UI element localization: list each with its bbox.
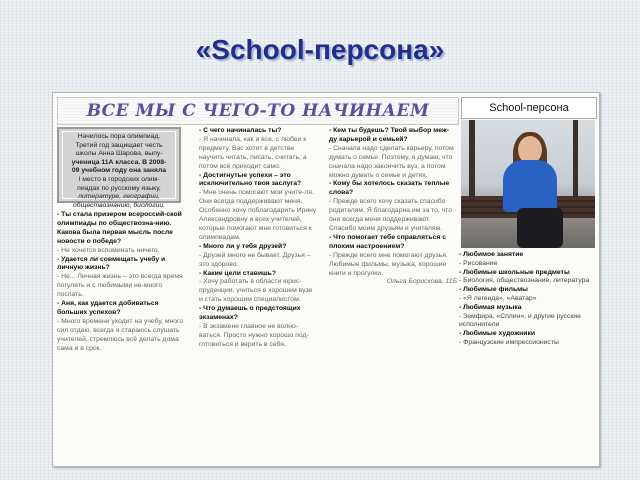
sidebar-list <box>459 251 597 348</box>
tree-trunk <box>469 120 475 200</box>
column-paragraph: - Много ли у тебя друзей? <box>199 242 287 250</box>
tree-trunk <box>573 120 578 198</box>
sidebar-item: - Любимое занятие <box>459 251 524 258</box>
column-paragraph: - Удается ли совмещать учебу и личную жизнь? <box>57 255 166 272</box>
column-paragraph: - Кому бы хотелось сказать теплые слова? <box>329 180 450 197</box>
column-paragraph: - Прежде всего хочу сказать спасибо родителям. Я благодарна им за то, что они всегда меня поддерживают. Спасибо моим друзьям и учителям. <box>329 198 452 232</box>
column-paragraph: - Не... Личная жизнь – это всегда время погулять и с любимыми не-много поспать. <box>57 273 183 299</box>
intro-callout <box>57 127 181 209</box>
callout-subjects: обществознанию, биологии. <box>73 201 165 209</box>
column-paragraph: - В экзамене главное не волно-ваться. Просто нужно хорошо под-готовиться и верить в себя. <box>199 322 309 348</box>
column-paragraph: - Хочу работать в области юрис-пруденции, учиться в хорошем вузе и стать хорошим специалистом. <box>199 278 313 304</box>
sidebar-item: - Любимые школьные предметы <box>459 268 570 276</box>
callout-line: Третий год защищает честь <box>75 141 163 149</box>
column-paragraph: - Я начинала, как и все, с любви к предмету. Вас хотят в детстве научить читать, писать, считать, а потом всё приходит само. <box>199 135 307 170</box>
sidebar-item: - Рисование <box>459 259 498 267</box>
callout-line: ученица 11А класса. В 2008- <box>71 158 167 166</box>
column-paragraph: - Сначала надо сделать карьеру, потом думать о семье. Поэтому, я думаю, что сначала надо закончить вуз, а потом можно думать о семье и детях. <box>329 144 454 179</box>
slide-title: «School-персона» <box>195 34 445 65</box>
column-paragraph: - Мне очень помогают мои учите-ля. Они всегда поддерживают меня. Особенно хочу поблагодарить Ирину Александровну и всех учителей, которые помогают мне готовиться к олимпиадам. <box>199 189 317 241</box>
column-paragraph: - С чего начиналась ты? <box>199 127 282 134</box>
article-column-2 <box>199 127 317 350</box>
headline-text: ВСЕ МЫ С ЧЕГО-ТО НАЧИНАЕМ <box>86 101 430 121</box>
column-paragraph: - Ты стала призером всероссий-ской олимпиады по обществозна-нию. Какова была первая мысль после новости о победе? <box>57 211 182 245</box>
headline-banner <box>57 97 459 125</box>
callout-line: Начилось пора олимпиад. <box>77 133 161 140</box>
legs <box>517 208 563 248</box>
column-paragraph: - Прежде всего мне помогают друзья. Любимые фильмы, музыка, хорошие книги и прогулки. <box>329 251 448 277</box>
column-paragraph: - Что помогает тебе справляться с плохим настроением? <box>329 233 446 250</box>
column-paragraph: - Друзей много не бывает. Друзья – это здорово. <box>199 251 311 268</box>
callout-line: пиадах по русскому языку, <box>77 184 161 192</box>
callout-line: 09 учебном году она заняла <box>71 167 167 175</box>
column-paragraph: - Кем ты будешь? Твой выбор меж-ду карьерой и семьей? <box>329 127 450 143</box>
jacket <box>503 160 557 212</box>
callout-line: школы Анна Шарова, выпу- <box>75 150 163 158</box>
column-paragraph: - Достигнутые успехи – это исключительно твоя заслуга? <box>199 171 302 188</box>
article-column-1 <box>57 211 189 354</box>
callout-subjects: литературе, географии, <box>78 193 160 201</box>
student-photo-icon <box>461 120 595 248</box>
sidebar-item: - Любимая музыка <box>459 303 522 311</box>
newspaper-page <box>52 92 600 467</box>
sidebar-item: - Любимые фильмы <box>459 286 528 294</box>
column-paragraph: - Не хочется вспоминать ничего. <box>57 246 160 254</box>
column-paragraph: - Какие цели ставишь? <box>199 269 276 277</box>
sidebar-item: - Земфира, «Сплин», и другие русские исполнители <box>459 312 581 329</box>
callout-line: I место в городских олим- <box>78 175 160 183</box>
article-signature: Ольга Борискова, 11Б <box>386 278 457 286</box>
sidebar-item: - Французские импрессионисты <box>459 338 559 346</box>
column-paragraph: - Что думаешь о предстоящих экзаменах? <box>199 305 301 322</box>
column-paragraph: - Много времени уходит на учебу, много сил отдаю, всегда я стараюсь слушать учителей, стремлюсь всё делать дома сама и в срок. <box>57 317 184 352</box>
sidebar-item: - Биология, обществознание, литература <box>459 277 590 285</box>
sidebar-item: - «Я легенда», «Аватар» <box>459 294 537 302</box>
column-paragraph: - Аня, как удается добиваться больших успехов? <box>57 300 159 316</box>
sidebar-title: School-персона <box>461 97 597 119</box>
sidebar-item: - Любимые художники <box>459 330 536 338</box>
article-column-3 <box>329 127 457 287</box>
